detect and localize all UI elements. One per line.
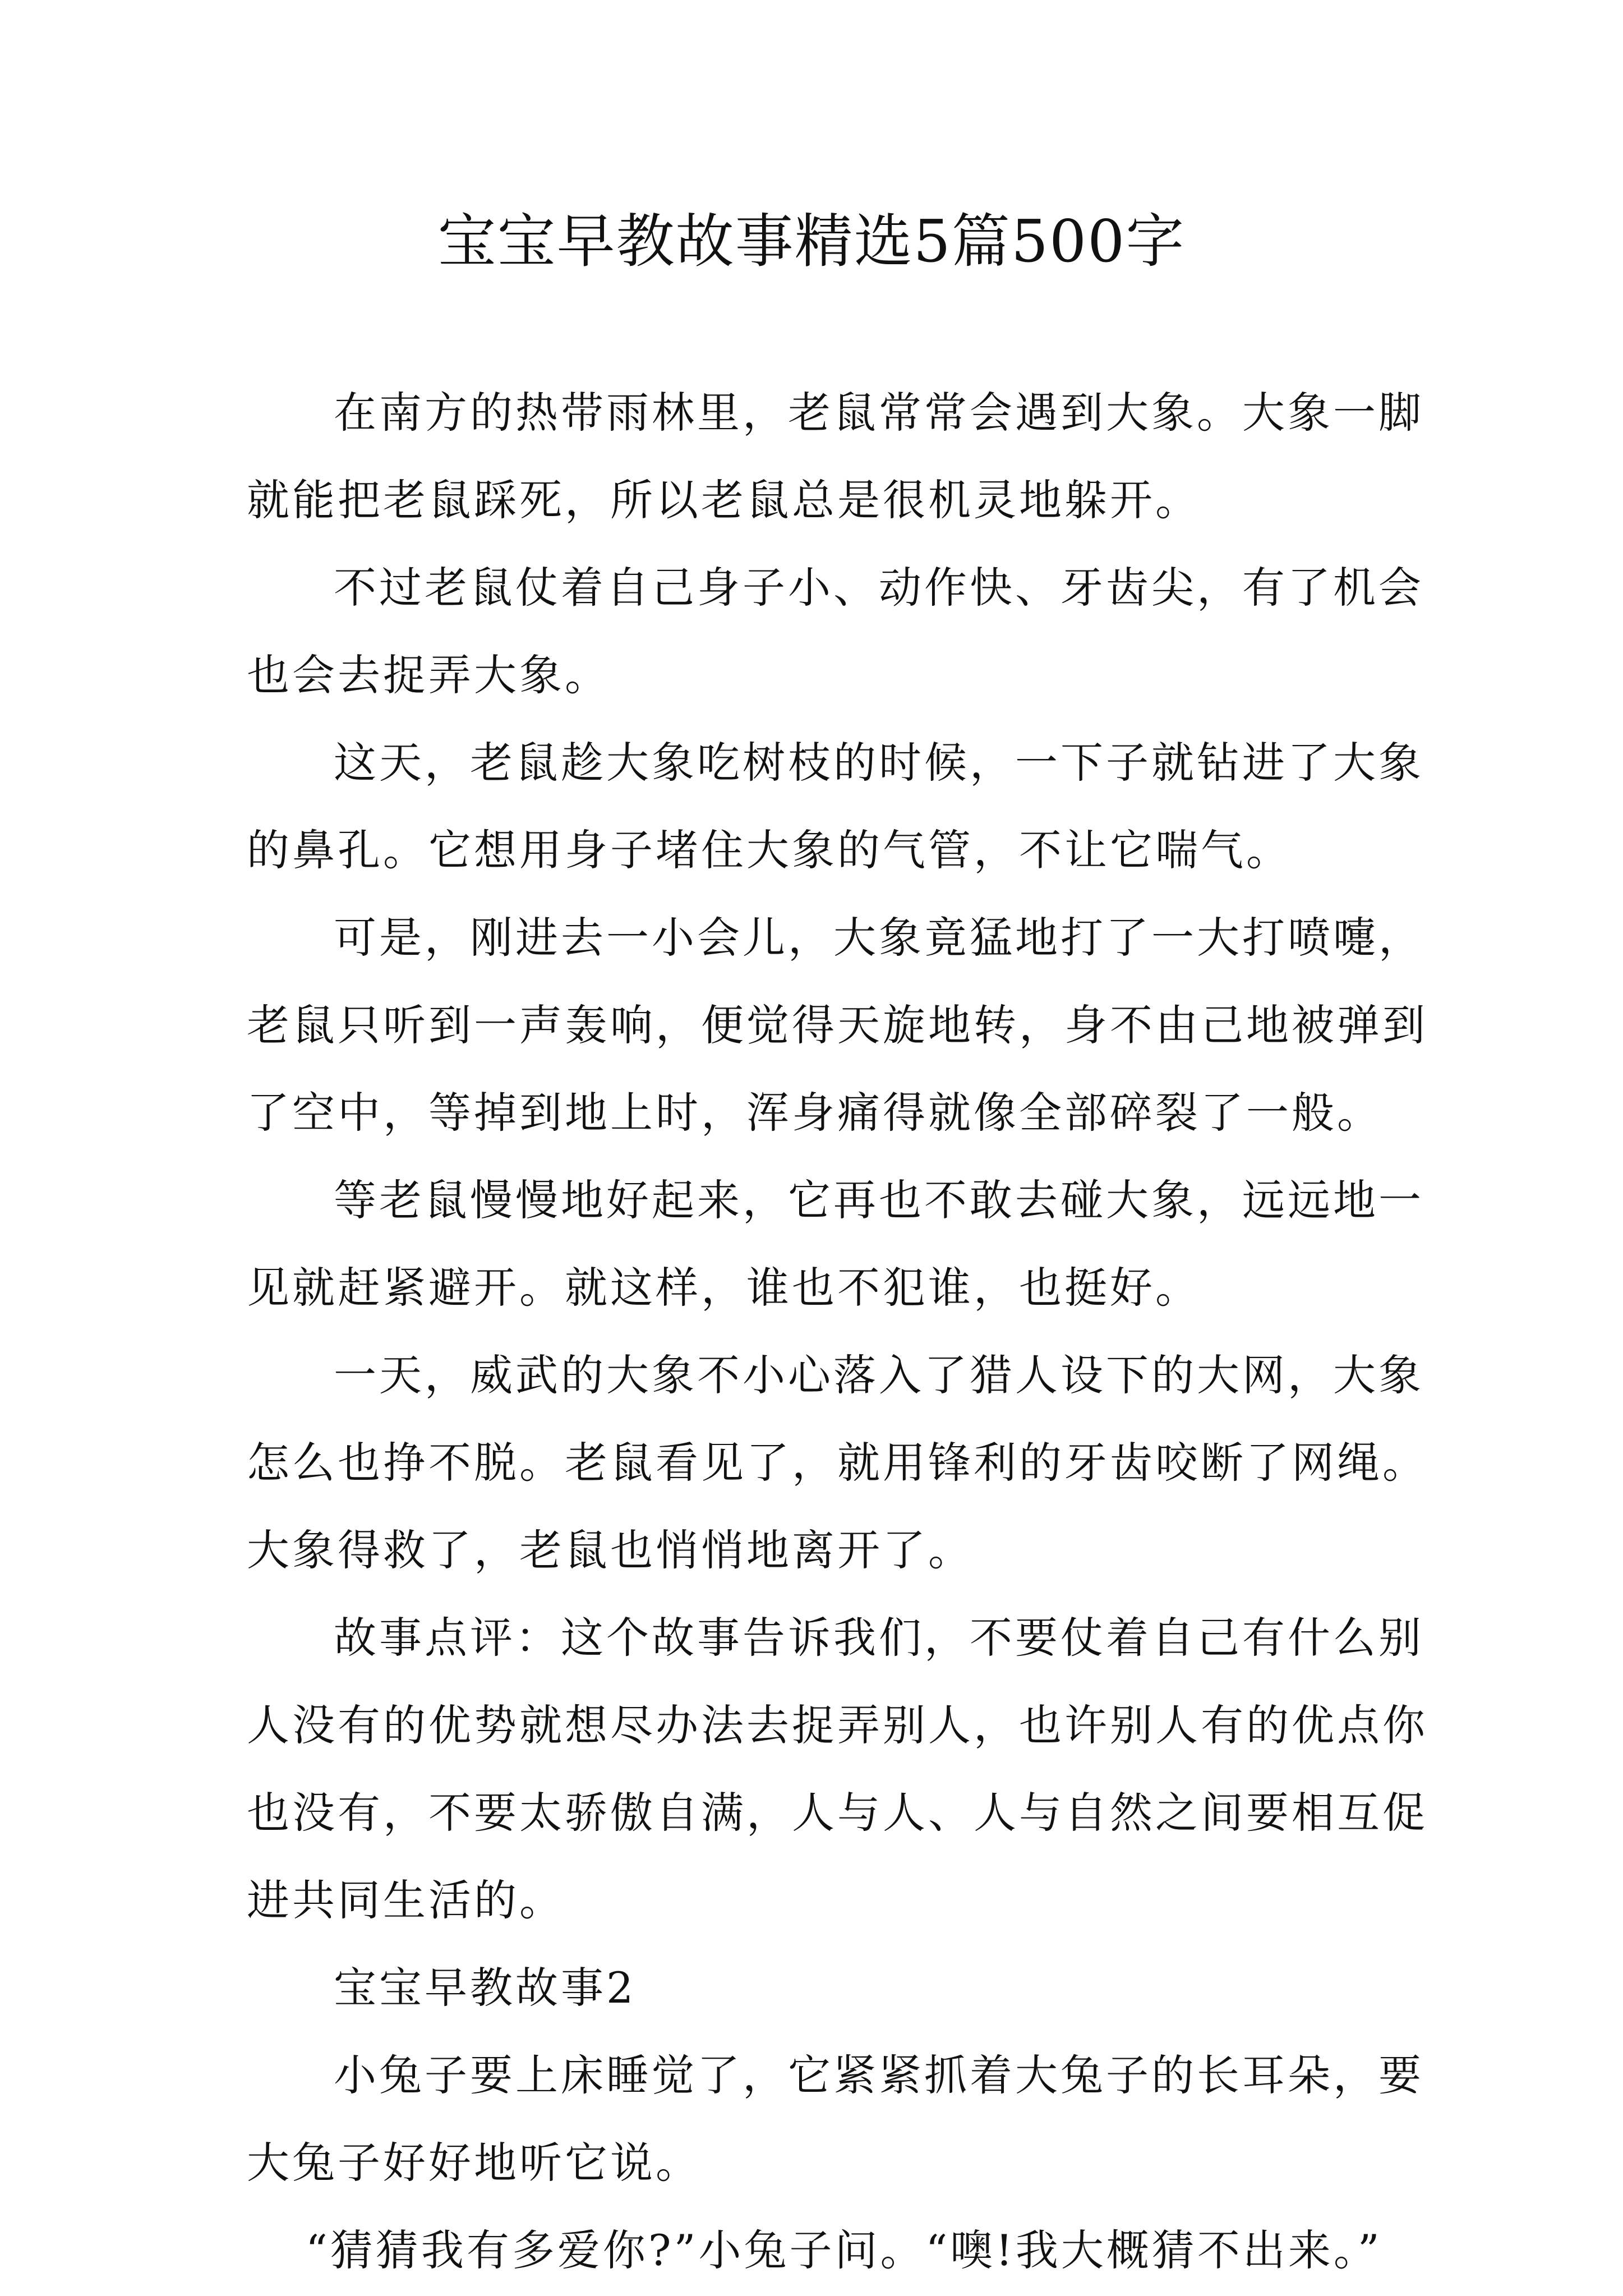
- paragraph-line: 不过老鼠仗着自己身子小、动作快、牙齿尖，有了机会: [334, 563, 1424, 613]
- paragraph-line: 老鼠只听到一声轰响，便觉得天旋地转，身不由己地被弹到: [247, 1000, 1428, 1050]
- paragraph-line: 等老鼠慢慢地好起来，它再也不敢去碰大象，远远地一: [334, 1175, 1424, 1225]
- paragraph-line: 人没有的优势就想尽办法去捉弄别人，也许别人有的优点你: [247, 1700, 1428, 1750]
- paragraph-line: “猜猜我有多爱你?”小兔子问。“噢!我大概猜不出来。”: [306, 2225, 1382, 2275]
- paragraph-line: 也会去捉弄大象。: [247, 650, 610, 700]
- paragraph-line: 怎么也挣不脱。老鼠看见了，就用锋利的牙齿咬断了网绳。: [247, 1438, 1428, 1488]
- document-body: [247, 369, 1428, 2294]
- document-title: 宝宝早教故事精选5篇500字: [437, 207, 1186, 275]
- paragraph-line: 故事点评：这个故事告诉我们，不要仗着自己有什么别: [334, 1613, 1424, 1663]
- paragraph-line: 的鼻孔。它想用身子堵住大象的气管，不让它喘气。: [247, 825, 1292, 875]
- paragraph-line: 见就赶紧避开。就这样，谁也不犯谁，也挺好。: [247, 1263, 1201, 1313]
- section-heading: 宝宝早教故事2: [334, 1963, 637, 2013]
- paragraph-line: 这天，老鼠趁大象吃树枝的时候，一下子就钻进了大象: [334, 738, 1424, 788]
- paragraph-line: 大兔子好好地听它说。: [247, 2138, 701, 2188]
- paragraph-line: 也没有，不要太骄傲自满，人与人、人与自然之间要相互促: [247, 1788, 1428, 1838]
- paragraph-line: 进共同生活的。: [247, 1875, 565, 1925]
- paragraph-line: 一天，威武的大象不小心落入了猎人设下的大网，大象: [334, 1350, 1424, 1400]
- paragraph-line: 了空中，等掉到地上时，浑身痛得就像全部碎裂了一般。: [247, 1088, 1382, 1138]
- paragraph-line: 在南方的热带雨林里，老鼠常常会遇到大象。大象一脚: [334, 388, 1424, 438]
- paragraph-line: 就能把老鼠踩死，所以老鼠总是很机灵地躲开。: [247, 475, 1201, 525]
- paragraph-line: 小兔子要上床睡觉了，它紧紧抓着大兔子的长耳朵，要: [334, 2050, 1424, 2100]
- paragraph-line: 大象得救了，老鼠也悄悄地离开了。: [247, 1525, 974, 1575]
- paragraph-line: 可是，刚进去一小会儿，大象竟猛地打了一大打喷嚏，: [334, 913, 1424, 963]
